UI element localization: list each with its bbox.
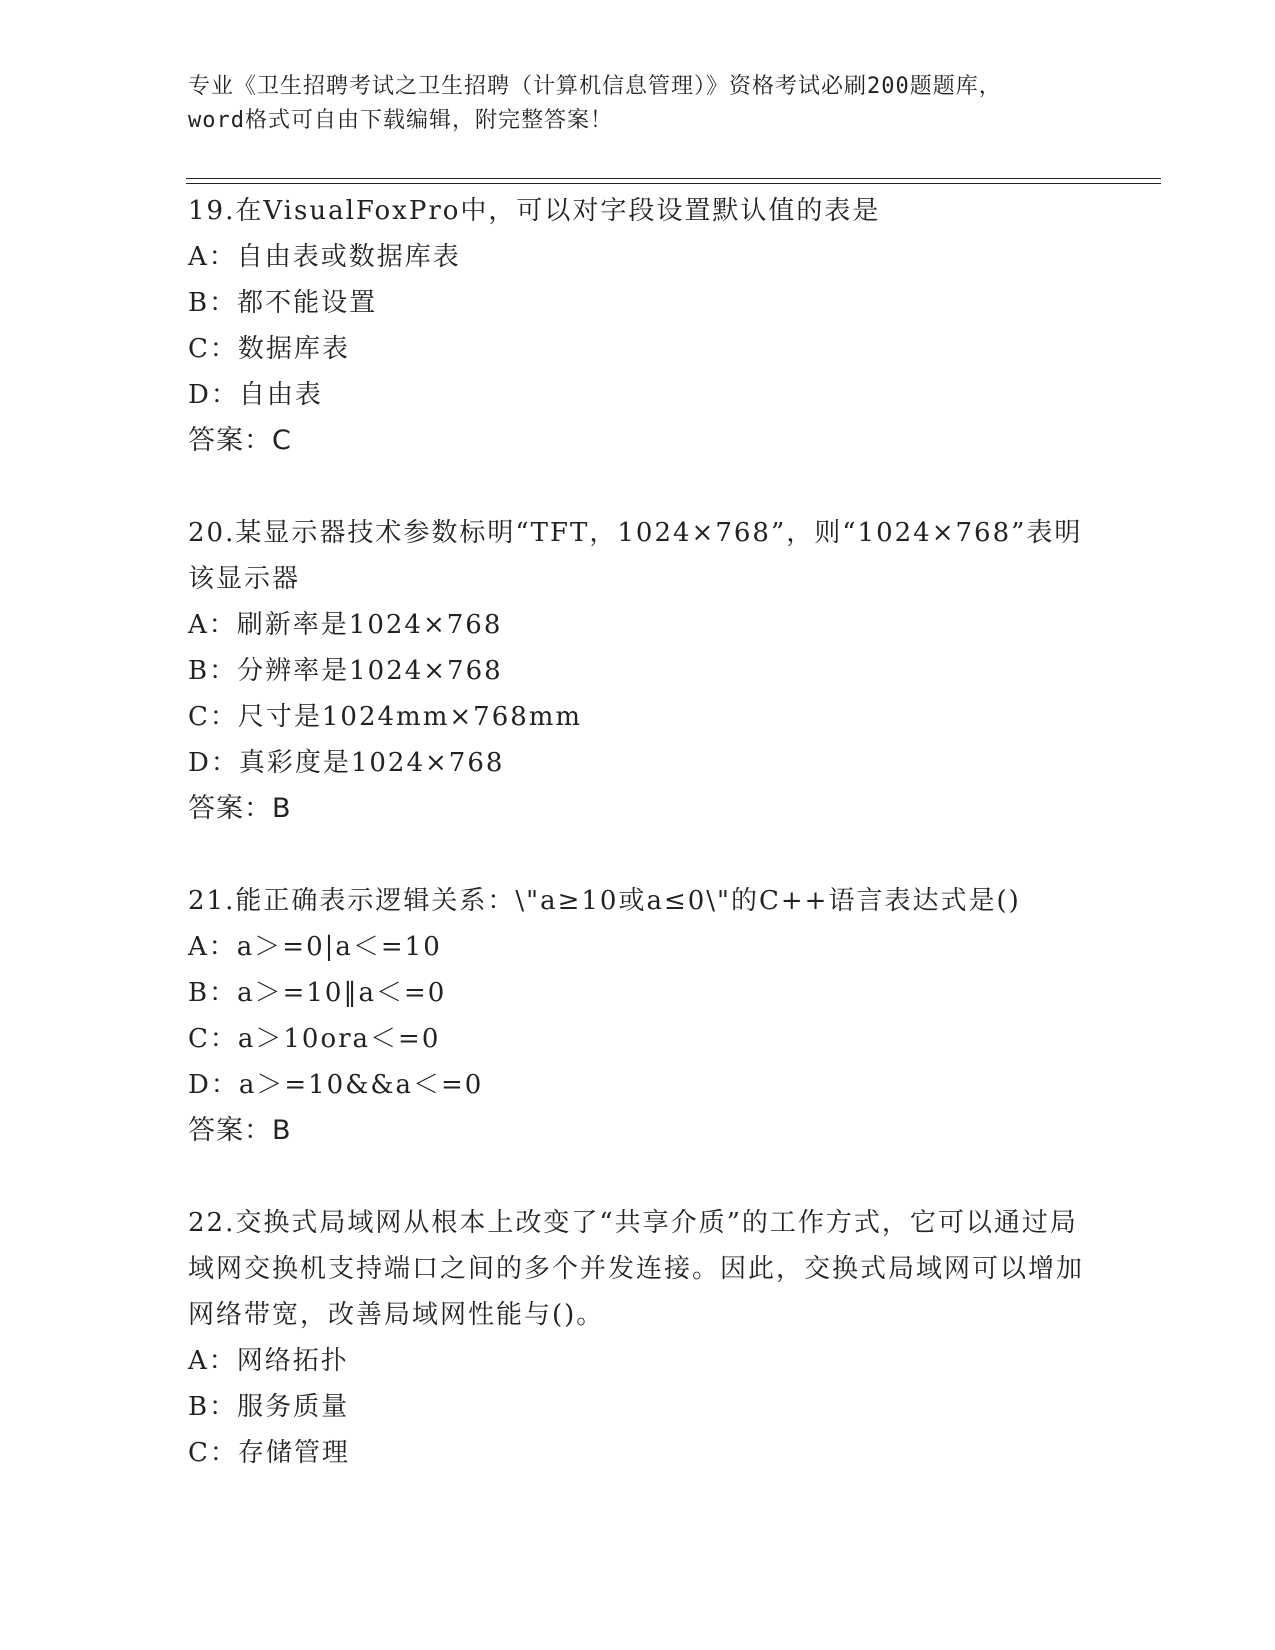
option-a: A：自由表或数据库表 — [188, 242, 461, 272]
option-a: A：刷新率是1024×768 — [188, 610, 503, 640]
option-b: B：a＞=10‖a＜=0 — [188, 978, 447, 1008]
option-c: C：数据库表 — [188, 334, 350, 364]
option-d: D：自由表 — [188, 380, 323, 410]
option-b: B：都不能设置 — [188, 288, 378, 318]
option-b: B：分辨率是1024×768 — [188, 656, 503, 686]
answer-label: 答案：B — [188, 1115, 292, 1146]
header-divider-bottom — [186, 183, 1161, 184]
option-d: D：真彩度是1024×768 — [188, 748, 505, 778]
header-line-1: 专业《卫生招聘考试之卫生招聘（计算机信息管理）》资格考试必刷200题题库， — [188, 74, 1002, 99]
question-21 — [188, 878, 1088, 1154]
question-stem: 20.某显示器技术参数标明“TFT，1024×768”，则“1024×768”表明该显示器 — [188, 518, 1083, 594]
question-list — [188, 188, 1088, 1522]
option-c: C：存储管理 — [188, 1438, 350, 1468]
option-a: A：网络拓扑 — [188, 1346, 349, 1376]
option-d: D：a＞=10&&a＜=0 — [188, 1070, 484, 1100]
question-stem: 21.能正确表示逻辑关系：\"a≥10或a≤0\"的C++语言表达式是() — [188, 886, 1021, 916]
question-stem: 19.在VisualFoxPro中，可以对字段设置默认值的表是 — [188, 196, 881, 226]
document-header — [188, 70, 1088, 138]
answer-label: 答案：C — [188, 425, 292, 456]
option-c: C：a＞10ora＜=0 — [188, 1024, 441, 1054]
question-19 — [188, 188, 1088, 464]
header-divider-top — [186, 178, 1161, 179]
option-c: C：尺寸是1024mm×768mm — [188, 702, 583, 732]
question-22 — [188, 1200, 1088, 1476]
answer-label: 答案：B — [188, 793, 292, 824]
question-20 — [188, 510, 1088, 832]
option-b: B：服务质量 — [188, 1392, 350, 1422]
option-a: A：a＞=0|a＜=10 — [188, 932, 442, 962]
question-stem: 22.交换式局域网从根本上改变了“共享介质”的工作方式，它可以通过局域网交换机支持端口之间的多个并发连接。因此，交换式局域网可以增加网络带宽，改善局域网性能与()。 — [188, 1208, 1085, 1330]
header-line-2: word格式可自由下载编辑，附完整答案！ — [188, 108, 613, 133]
